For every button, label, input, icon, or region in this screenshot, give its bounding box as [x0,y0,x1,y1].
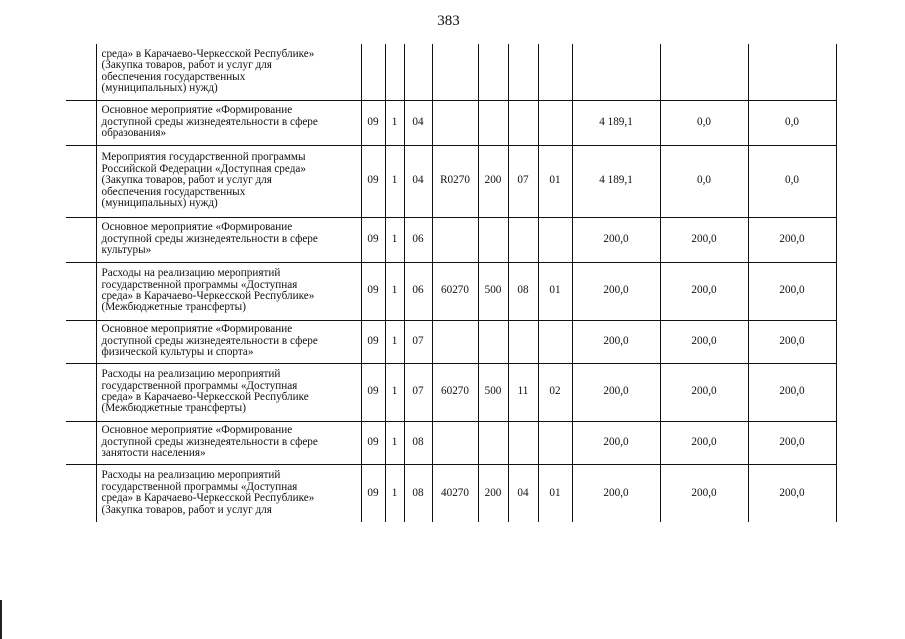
amount-year-1-cell: 200,0 [572,217,660,262]
amount-year-1-cell: 200,0 [572,262,660,320]
amount-year-3-cell: 200,0 [748,320,836,363]
expense-type-code-cell [478,44,508,100]
description-cell [96,363,361,421]
amount-year-2-cell: 0,0 [660,100,748,145]
amount-year-2-cell: 200,0 [660,320,748,363]
program-code-cell: 1 [385,421,404,464]
description-cell [96,320,361,363]
program-code-cell: 1 [385,145,404,217]
amount-year-3-cell: 200,0 [748,217,836,262]
subprogram-code-cell: 08 [404,464,432,522]
description-line: физической культуры и спорта» [101,346,254,359]
subsection-code-cell: 01 [538,464,572,522]
expense-type-code-cell [478,320,508,363]
description-line: Основное мероприятие «Формирование [101,424,293,437]
description-line: среда» в Карачаево-Черкесской Республике» [101,492,315,505]
amount-year-3-cell: 200,0 [748,262,836,320]
program-code-cell: 1 [385,464,404,522]
row-number-cell [66,44,96,100]
amount-year-2-cell: 200,0 [660,363,748,421]
table-row [66,421,836,464]
amount-year-3-cell: 200,0 [748,421,836,464]
section-code-cell: 09 [361,217,385,262]
page-number: 383 [437,13,460,29]
section-code-cell [361,44,385,100]
amount-year-3-cell: 200,0 [748,464,836,522]
description-cell [96,262,361,320]
section-code-cell: 09 [361,363,385,421]
subprogram-code-cell [404,44,432,100]
description-cell [96,217,361,262]
description-line: Мероприятия государственной программы [101,151,306,164]
subsection-code-cell: 02 [538,363,572,421]
table-row [66,44,836,100]
description-line: обеспечения государственных [101,185,246,198]
description-line: доступной среды жизнедеятельности в сфере [101,334,318,347]
description-line: государственной программы «Доступная [101,379,298,392]
chapter-code-cell: 07 [508,145,538,217]
row-number-cell [66,464,96,522]
amount-year-2-cell: 200,0 [660,421,748,464]
chapter-code-cell [508,44,538,100]
expense-type-code-cell: 500 [478,363,508,421]
description-line: обеспечения государственных [101,70,246,83]
chapter-code-cell [508,320,538,363]
amount-year-2-cell: 0,0 [660,145,748,217]
expense-type-code-cell [478,217,508,262]
amount-year-3-cell: 0,0 [748,100,836,145]
amount-year-1-cell: 4 189,1 [572,100,660,145]
amount-year-1-cell: 200,0 [572,464,660,522]
section-code-cell: 09 [361,145,385,217]
target-article-code-cell: R0270 [432,145,478,217]
description-line: (Межбюджетные трансферты) [101,301,246,314]
subsection-code-cell: 01 [538,262,572,320]
budget-table [66,44,837,522]
amount-year-1-cell: 200,0 [572,421,660,464]
target-article-code-cell [432,320,478,363]
chapter-code-cell: 08 [508,262,538,320]
section-code-cell: 09 [361,100,385,145]
row-number-cell [66,262,96,320]
table-row [66,262,836,320]
description-line: (муниципальных) нужд) [101,82,218,95]
description-line: (Закупка товаров, работ и услуг для [101,503,272,516]
description-cell [96,421,361,464]
subsection-code-cell [538,44,572,100]
row-number-cell [66,363,96,421]
description-line: среда» в Карачаево-Черкесской Республике [101,391,309,403]
program-code-cell: 1 [385,100,404,145]
description-line: доступной среды жизнедеятельности в сфере [101,232,318,245]
table-row [66,217,836,262]
expense-type-code-cell [478,421,508,464]
table-row [66,100,836,145]
amount-year-1-cell: 200,0 [572,320,660,363]
subprogram-code-cell: 07 [404,363,432,421]
target-article-code-cell: 40270 [432,464,478,522]
description-line: среда» в Карачаево-Черкесской Республике» [101,47,315,60]
program-code-cell: 1 [385,363,404,421]
section-code-cell: 09 [361,421,385,464]
description-line: Расходы на реализацию мероприятий [101,267,281,280]
table-row [66,464,836,522]
description-line: культуры» [101,244,152,257]
chapter-code-cell [508,217,538,262]
section-code-cell: 09 [361,262,385,320]
program-code-cell [385,44,404,100]
scan-edge-mark [0,600,2,639]
subsection-code-cell [538,320,572,363]
subsection-code-cell [538,217,572,262]
amount-year-2-cell [660,44,748,100]
description-line: доступной среды жизнедеятельности в сфере [101,115,318,128]
row-number-cell [66,217,96,262]
description-line: занятости населения» [101,447,206,460]
chapter-code-cell: 11 [508,363,538,421]
expense-type-code-cell [478,100,508,145]
amount-year-2-cell: 200,0 [660,464,748,522]
amount-year-3-cell: 200,0 [748,363,836,421]
subprogram-code-cell: 04 [404,145,432,217]
description-line: (Межбюджетные трансферты) [101,402,246,415]
target-article-code-cell: 60270 [432,262,478,320]
subprogram-code-cell: 06 [404,262,432,320]
subprogram-code-cell: 06 [404,217,432,262]
table-row [66,320,836,363]
section-code-cell: 09 [361,464,385,522]
description-cell [96,145,361,217]
table-row [66,145,836,217]
subprogram-code-cell: 07 [404,320,432,363]
row-number-cell [66,320,96,363]
description-line: Основное мероприятие «Формирование [101,323,293,336]
description-line: образования» [101,127,167,140]
amount-year-2-cell: 200,0 [660,262,748,320]
expense-type-code-cell: 500 [478,262,508,320]
chapter-code-cell [508,421,538,464]
table-row [66,363,836,421]
target-article-code-cell: 60270 [432,363,478,421]
program-code-cell: 1 [385,217,404,262]
description-line: доступной среды жизнедеятельности в сфере [101,435,318,448]
subprogram-code-cell: 08 [404,421,432,464]
chapter-code-cell [508,100,538,145]
description-line: среда» в Карачаево-Черкесской Республике» [101,290,315,302]
target-article-code-cell [432,217,478,262]
description-cell [96,44,361,100]
amount-year-1-cell [572,44,660,100]
description-line: Расходы на реализацию мероприятий [101,469,281,482]
expense-type-code-cell: 200 [478,464,508,522]
description-line: (муниципальных) нужд) [101,197,218,210]
amount-year-3-cell: 0,0 [748,145,836,217]
description-cell [96,100,361,145]
description-line: государственной программы «Доступная [101,480,298,493]
chapter-code-cell: 04 [508,464,538,522]
amount-year-1-cell: 4 189,1 [572,145,660,217]
description-line: (Закупка товаров, работ и услуг для [101,174,272,187]
subsection-code-cell [538,100,572,145]
target-article-code-cell [432,44,478,100]
amount-year-3-cell [748,44,836,100]
target-article-code-cell [432,100,478,145]
amount-year-1-cell: 200,0 [572,363,660,421]
description-line: Основное мероприятие «Формирование [101,221,293,234]
expense-type-code-cell: 200 [478,145,508,217]
row-number-cell [66,145,96,217]
subsection-code-cell [538,421,572,464]
row-number-cell [66,421,96,464]
description-line: Расходы на реализацию мероприятий [101,368,281,381]
description-line: Основное мероприятие «Формирование [101,104,293,117]
description-cell [96,464,361,522]
row-number-cell [66,100,96,145]
subsection-code-cell: 01 [538,145,572,217]
target-article-code-cell [432,421,478,464]
subprogram-code-cell: 04 [404,100,432,145]
amount-year-2-cell: 200,0 [660,217,748,262]
description-line: Российской Федерации «Доступная среда» [101,162,306,175]
section-code-cell: 09 [361,320,385,363]
program-code-cell: 1 [385,320,404,363]
program-code-cell: 1 [385,262,404,320]
description-line: государственной программы «Доступная [101,278,298,291]
description-line: (Закупка товаров, работ и услуг для [101,59,272,72]
